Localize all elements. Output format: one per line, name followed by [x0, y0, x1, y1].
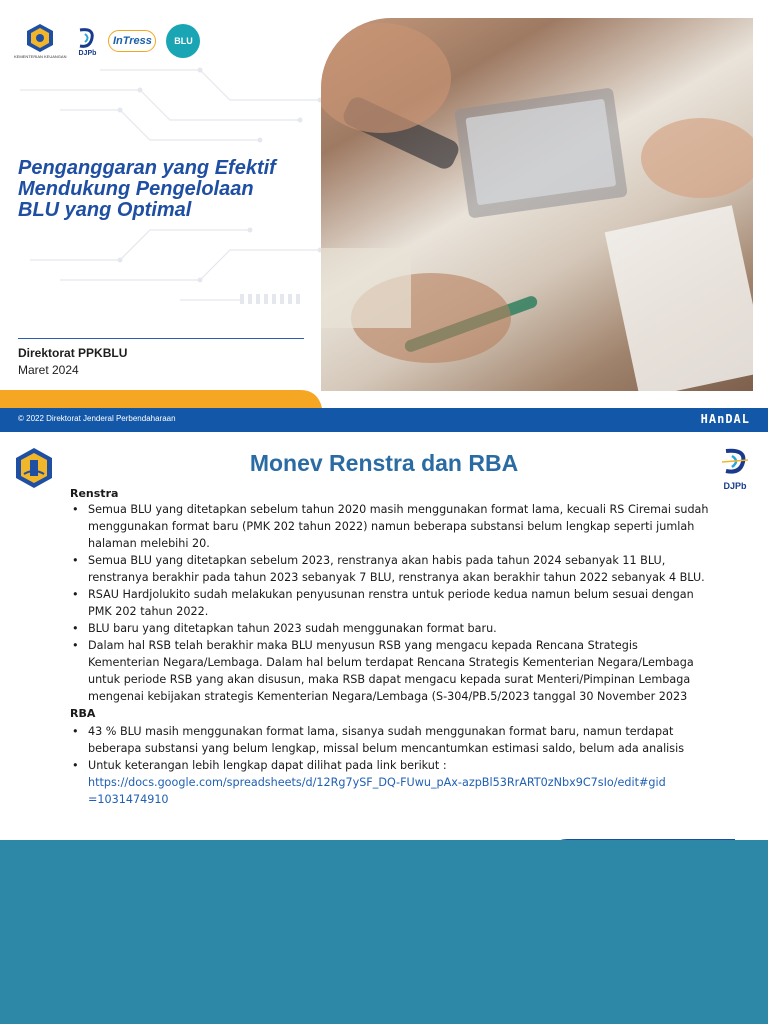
slide-body: [70, 487, 710, 808]
cover-title-line-3: BLU yang Optimal: [18, 199, 192, 221]
kemenkeu-emblem-icon: [25, 23, 55, 53]
djpb-emblem-icon: [720, 446, 750, 476]
list-item: • 43 % BLU masih menggunakan format lama, sisanya sudah menggunakan format baru, namun terdapat beberapa substansi yang belum lengkap, missal belum mencantumkan estimasi saldo, belum ada analisis: [70, 723, 710, 757]
list-item: • BLU baru yang ditetapkan tahun 2023 sudah menggunakan format baru.: [70, 620, 710, 637]
renstra-list: [70, 501, 710, 705]
list-item: • Dalam hal RSB telah berakhir maka BLU menyusun RSB yang mengacu kepada Rencana Strategis Kementerian Negara/Lembaga. Dalam hal belum terdapat Rencana Strategis Kementerian Negara/Lembaga untuk periode RSB yang akan disusun, maka RSB dapat mengacu kepada surat Menteri/Pimpinan Lembaga mengenai kebijakan strategis Kementerian Negara/Lembaga (S-304/PB.5/2023 tanggal 30 November 2023: [70, 637, 710, 705]
cover-date: Maret 2024: [18, 363, 79, 377]
partner-logos: [14, 18, 200, 64]
list-item: • RSAU Hardjolukito sudah melakukan penyusunan renstra untuk periode kedua namun belum sesuai dengan PMK 202 tahun 2022.: [70, 586, 710, 620]
meeting-photo-illustration: [321, 18, 753, 391]
rba-list: [70, 723, 710, 808]
rba-heading: RBA: [70, 707, 96, 720]
intress-logo: InTress: [108, 30, 156, 52]
djpb-emblem-icon: [76, 26, 98, 50]
blu-logo: BLU: [166, 24, 200, 58]
handal-logo: HAnDAL: [700, 412, 750, 426]
cover-footer: [0, 408, 768, 432]
orange-wave-accent: [0, 390, 768, 410]
spreadsheet-link[interactable]: https://docs.google.com/spreadsheets/d/12Rg7ySF_DQ-FUwu_pAx-azpBl53RrART0zNbx9C7sIo/edit#gid: [88, 776, 666, 789]
meeting-photo: [321, 18, 753, 391]
list-item-text: Untuk keterangan lebih lengkap dapat dilihat pada link berikut :: [88, 759, 447, 772]
list-item: • Semua BLU yang ditetapkan sebelum 2023, renstranya akan habis pada tahun 2024 sebanyak 11 BLU, renstranya berakhir pada tahun 2023 sebanyak 7 BLU, renstranya akan berakhir tahun 2022 sebanyak 4 BLU.: [70, 552, 710, 586]
cover-footer-copyright: © 2022 Direktorat Jenderal Perbendaharaan: [18, 414, 176, 423]
cover-title-line-1: Penganggaran yang Efektif: [18, 157, 276, 179]
kemenkeu-logo-text: KEMENTERIAN KEUANGAN: [14, 54, 67, 59]
djpb-logo: [76, 26, 98, 57]
renstra-heading: Renstra: [70, 487, 119, 500]
djpb-logo: [716, 446, 754, 491]
cover-title-line-2: Mendukung Pengelolaan: [18, 178, 254, 200]
spreadsheet-link-continued[interactable]: =1031474910: [88, 793, 169, 806]
list-item: [70, 757, 710, 808]
djpb-logo-text: DJPb: [78, 49, 97, 57]
list-item: • Semua BLU yang ditetapkan sebelum tahun 2020 masih menggunakan format lama, kecuali RS Ciremai sudah menggunakan format baru (PMK 202 tahun 2022) namun beberapa substansi belum lengkap seperti jumlah halaman melebihi 20.: [70, 501, 710, 552]
bottom-background: [0, 840, 768, 1024]
cover-title: [18, 158, 318, 221]
cover-divider: [18, 338, 304, 339]
cover-organization: Direktorat PPKBLU: [18, 346, 128, 360]
djpb-logo-text: DJPb: [723, 481, 747, 491]
kemenkeu-logo: [14, 23, 66, 59]
slide-title: Monev Renstra dan RBA: [249, 450, 519, 476]
content-slide: [0, 432, 768, 864]
cover-slide: [0, 0, 768, 432]
